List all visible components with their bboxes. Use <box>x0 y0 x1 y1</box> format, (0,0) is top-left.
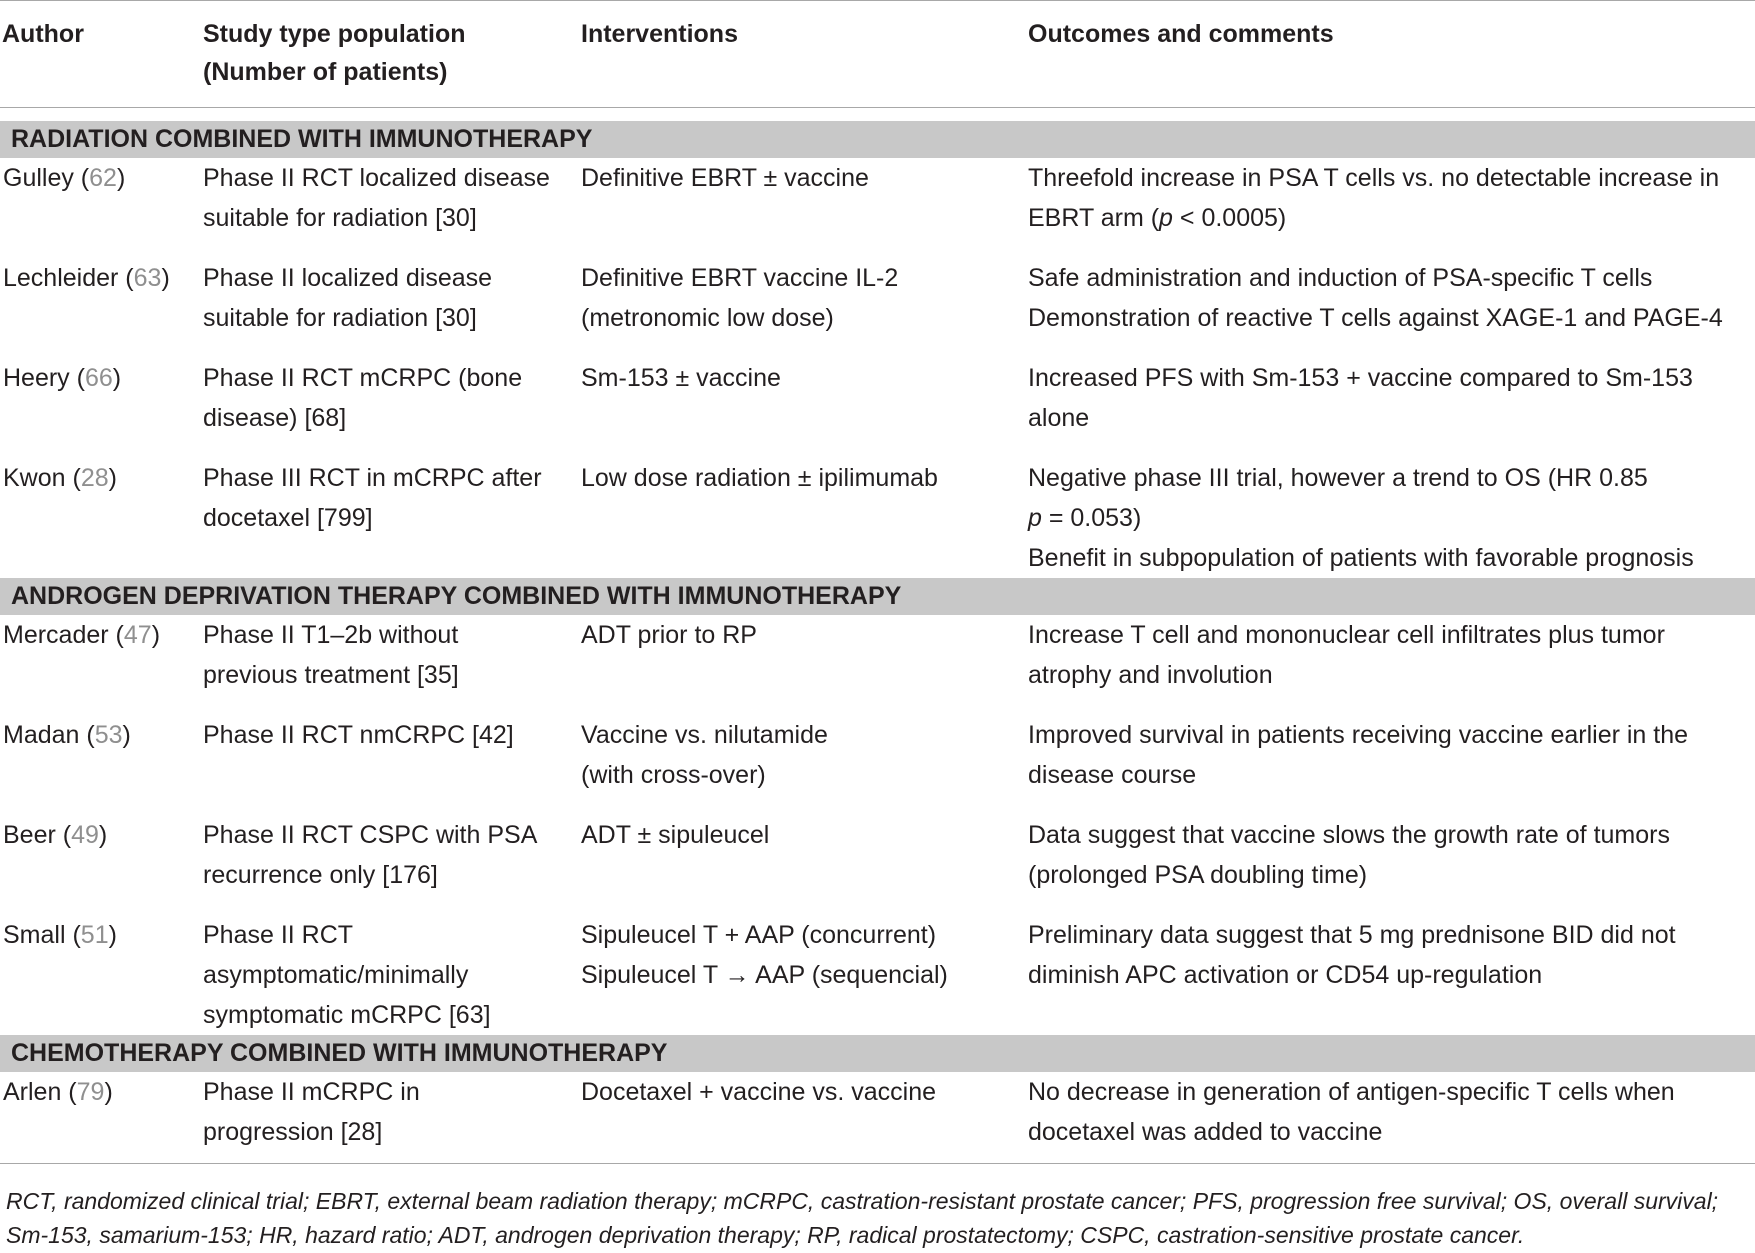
author-text: Gulley ( <box>3 164 90 192</box>
italic-symbol: p <box>1028 504 1042 532</box>
interventions-cell <box>581 715 1028 795</box>
author-cell <box>0 715 203 795</box>
study-text: Phase II RCT asymptomatic/minimally symptomatic mCRPC [63] <box>203 921 491 1029</box>
study-text: Phase II T1–2b without previous treatment [35] <box>203 621 459 689</box>
table-row <box>0 615 1755 715</box>
interventions-text: Definitive EBRT vaccine IL-2 (metronomic low dose) <box>581 264 899 332</box>
author-cell <box>0 915 203 1035</box>
outcomes-cell <box>1028 458 1755 578</box>
study-text: Phase III RCT in mCRPC after docetaxel [799] <box>203 464 542 532</box>
interventions-text: Definitive EBRT ± vaccine <box>581 164 869 192</box>
outcomes-cell <box>1028 158 1755 238</box>
interventions-text: Docetaxel + vaccine vs. vaccine <box>581 1078 937 1106</box>
table-row <box>0 915 1755 1035</box>
study-cell <box>203 158 581 238</box>
study-text: Phase II RCT CSPC with PSA recurrence only [176] <box>203 821 538 889</box>
author-text: ) <box>98 821 108 849</box>
interventions-cell <box>581 615 1028 695</box>
citation-link[interactable]: 47 <box>123 621 152 649</box>
author-cell <box>0 815 203 895</box>
table-footnote: RCT, randomized clinical trial; EBRT, external beam radiation therapy; mCRPC, castration-resistant prostate cancer; PFS, progression free survival; OS, overall survival; Sm-153, samarium-153; HR, hazard ratio; ADT, androgen deprivation therapy; RP, radical prostatectomy; CSPC, castration-sensitive prostate cancer. <box>6 1188 1719 1248</box>
section-header: ANDROGEN DEPRIVATION THERAPY COMBINED WITH IMMUNOTHERAPY <box>0 578 1755 615</box>
author-text: ) <box>161 264 170 292</box>
outcomes-cell <box>1028 358 1755 438</box>
citation-link[interactable]: 63 <box>133 264 162 292</box>
interventions-cell <box>581 815 1028 895</box>
table-row <box>0 815 1755 915</box>
interventions-text: ADT ± sipuleucel <box>581 821 770 849</box>
author-text: ) <box>151 621 161 649</box>
interventions-text: Sipuleucel T + AAP (concurrent) Sipuleucel T → AAP (sequencial) <box>581 921 948 989</box>
author-text: Small ( <box>3 921 81 949</box>
table-row <box>0 458 1755 578</box>
interventions-text: Sm-153 ± vaccine <box>581 364 781 392</box>
citation-link[interactable]: 28 <box>80 464 109 492</box>
outcomes-cell <box>1028 1072 1755 1152</box>
table-row <box>0 715 1755 815</box>
study-cell <box>203 615 581 695</box>
section-header: CHEMOTHERAPY COMBINED WITH IMMUNOTHERAPY <box>0 1035 1755 1072</box>
outcomes-cell <box>1028 258 1755 338</box>
study-cell <box>203 358 581 438</box>
outcomes-text: Increased PFS with Sm-153 + vaccine compared to Sm-153 alone <box>1028 364 1693 432</box>
author-cell <box>0 158 203 238</box>
author-text: Kwon ( <box>3 464 81 492</box>
study-cell <box>203 815 581 895</box>
author-cell <box>0 1072 203 1152</box>
interventions-cell <box>581 1072 1028 1152</box>
author-text: ) <box>116 164 126 192</box>
interventions-cell <box>581 258 1028 338</box>
interventions-cell <box>581 358 1028 438</box>
outcomes-text: Preliminary data suggest that 5 mg prednisone BID did not diminish APC activation or CD54 up-regulation <box>1028 921 1676 989</box>
citation-link[interactable]: 49 <box>71 821 99 849</box>
citation-link[interactable]: 53 <box>94 721 123 749</box>
column-header-author: Author <box>2 20 84 48</box>
study-cell <box>203 258 581 338</box>
author-cell <box>0 358 203 438</box>
italic-symbol: p <box>1159 204 1173 232</box>
study-text: Phase II mCRPC in progression [28] <box>203 1078 420 1146</box>
citation-link[interactable]: 51 <box>80 921 109 949</box>
author-text: ) <box>108 464 117 492</box>
outcomes-text: Improved survival in patients receiving vaccine earlier in the disease course <box>1028 721 1689 789</box>
outcomes-text: Safe administration and induction of PSA-specific T cells Demonstration of reactive T cells against XAGE-1 and PAGE-4 <box>1028 264 1723 332</box>
author-text: ) <box>104 1078 113 1106</box>
table-row <box>0 358 1755 458</box>
author-text: Madan ( <box>3 721 95 749</box>
outcomes-text: Threefold increase in PSA T cells vs. no detectable increase in EBRT arm ( <box>1028 164 1720 232</box>
outcomes-cell <box>1028 715 1755 795</box>
table-row <box>0 158 1755 258</box>
outcomes-cell <box>1028 915 1755 1035</box>
author-cell <box>0 258 203 338</box>
interventions-cell <box>581 458 1028 578</box>
study-cell <box>203 715 581 795</box>
table-header-row <box>0 1 1755 107</box>
table-body <box>0 108 1755 1152</box>
author-cell <box>0 615 203 695</box>
outcomes-text: < 0.0005) <box>1172 204 1287 232</box>
author-text: Beer ( <box>3 821 72 849</box>
study-text: Phase II RCT mCRPC (bone disease) [68] <box>203 364 523 432</box>
interventions-text: Vaccine vs. nilutamide (with cross-over) <box>581 721 828 789</box>
author-text: Mercader ( <box>3 621 124 649</box>
outcomes-cell <box>1028 615 1755 695</box>
interventions-cell <box>581 158 1028 238</box>
section-header: RADIATION COMBINED WITH IMMUNOTHERAPY <box>0 121 1755 158</box>
outcomes-text: Data suggest that vaccine slows the growth rate of tumors (prolonged PSA doubling time) <box>1028 821 1670 889</box>
author-text: ) <box>122 721 131 749</box>
author-cell <box>0 458 203 578</box>
study-cell <box>203 458 581 578</box>
interventions-cell <box>581 915 1028 1035</box>
study-text: Phase II localized disease suitable for radiation [30] <box>203 264 493 332</box>
study-cell <box>203 915 581 1035</box>
column-header-outcomes: Outcomes and comments <box>1028 20 1334 48</box>
outcomes-text: Negative phase III trial, however a trend to OS (HR 0.85 <box>1028 464 1648 492</box>
study-text: Phase II RCT nmCRPC [42] <box>203 721 514 749</box>
author-text: ) <box>112 364 122 392</box>
author-text: Arlen ( <box>3 1078 77 1106</box>
citation-link[interactable]: 62 <box>89 164 117 192</box>
outcomes-text: Increase T cell and mononuclear cell infiltrates plus tumor atrophy and involution <box>1028 621 1665 689</box>
author-text: ) <box>108 921 117 949</box>
outcomes-text: No decrease in generation of antigen-specific T cells when docetaxel was added to vaccine <box>1028 1078 1675 1146</box>
study-text: Phase II RCT localized disease suitable for radiation [30] <box>203 164 550 232</box>
author-text: Lechleider ( <box>3 264 134 292</box>
table-row <box>0 258 1755 358</box>
citation-link[interactable]: 66 <box>84 364 113 392</box>
interventions-text: Low dose radiation ± ipilimumab <box>581 464 938 492</box>
author-text: Heery ( <box>3 364 85 392</box>
interventions-text: ADT prior to RP <box>581 621 757 649</box>
outcomes-cell <box>1028 815 1755 895</box>
column-header-interventions: Interventions <box>581 20 738 48</box>
study-cell <box>203 1072 581 1152</box>
column-header-study: Study type population (Number of patients) <box>203 20 466 86</box>
citation-link[interactable]: 79 <box>76 1078 105 1106</box>
table-row <box>0 1072 1755 1152</box>
outcomes-text: = 0.053) Benefit in subpopulation of patients with favorable prognosis <box>1028 504 1694 572</box>
